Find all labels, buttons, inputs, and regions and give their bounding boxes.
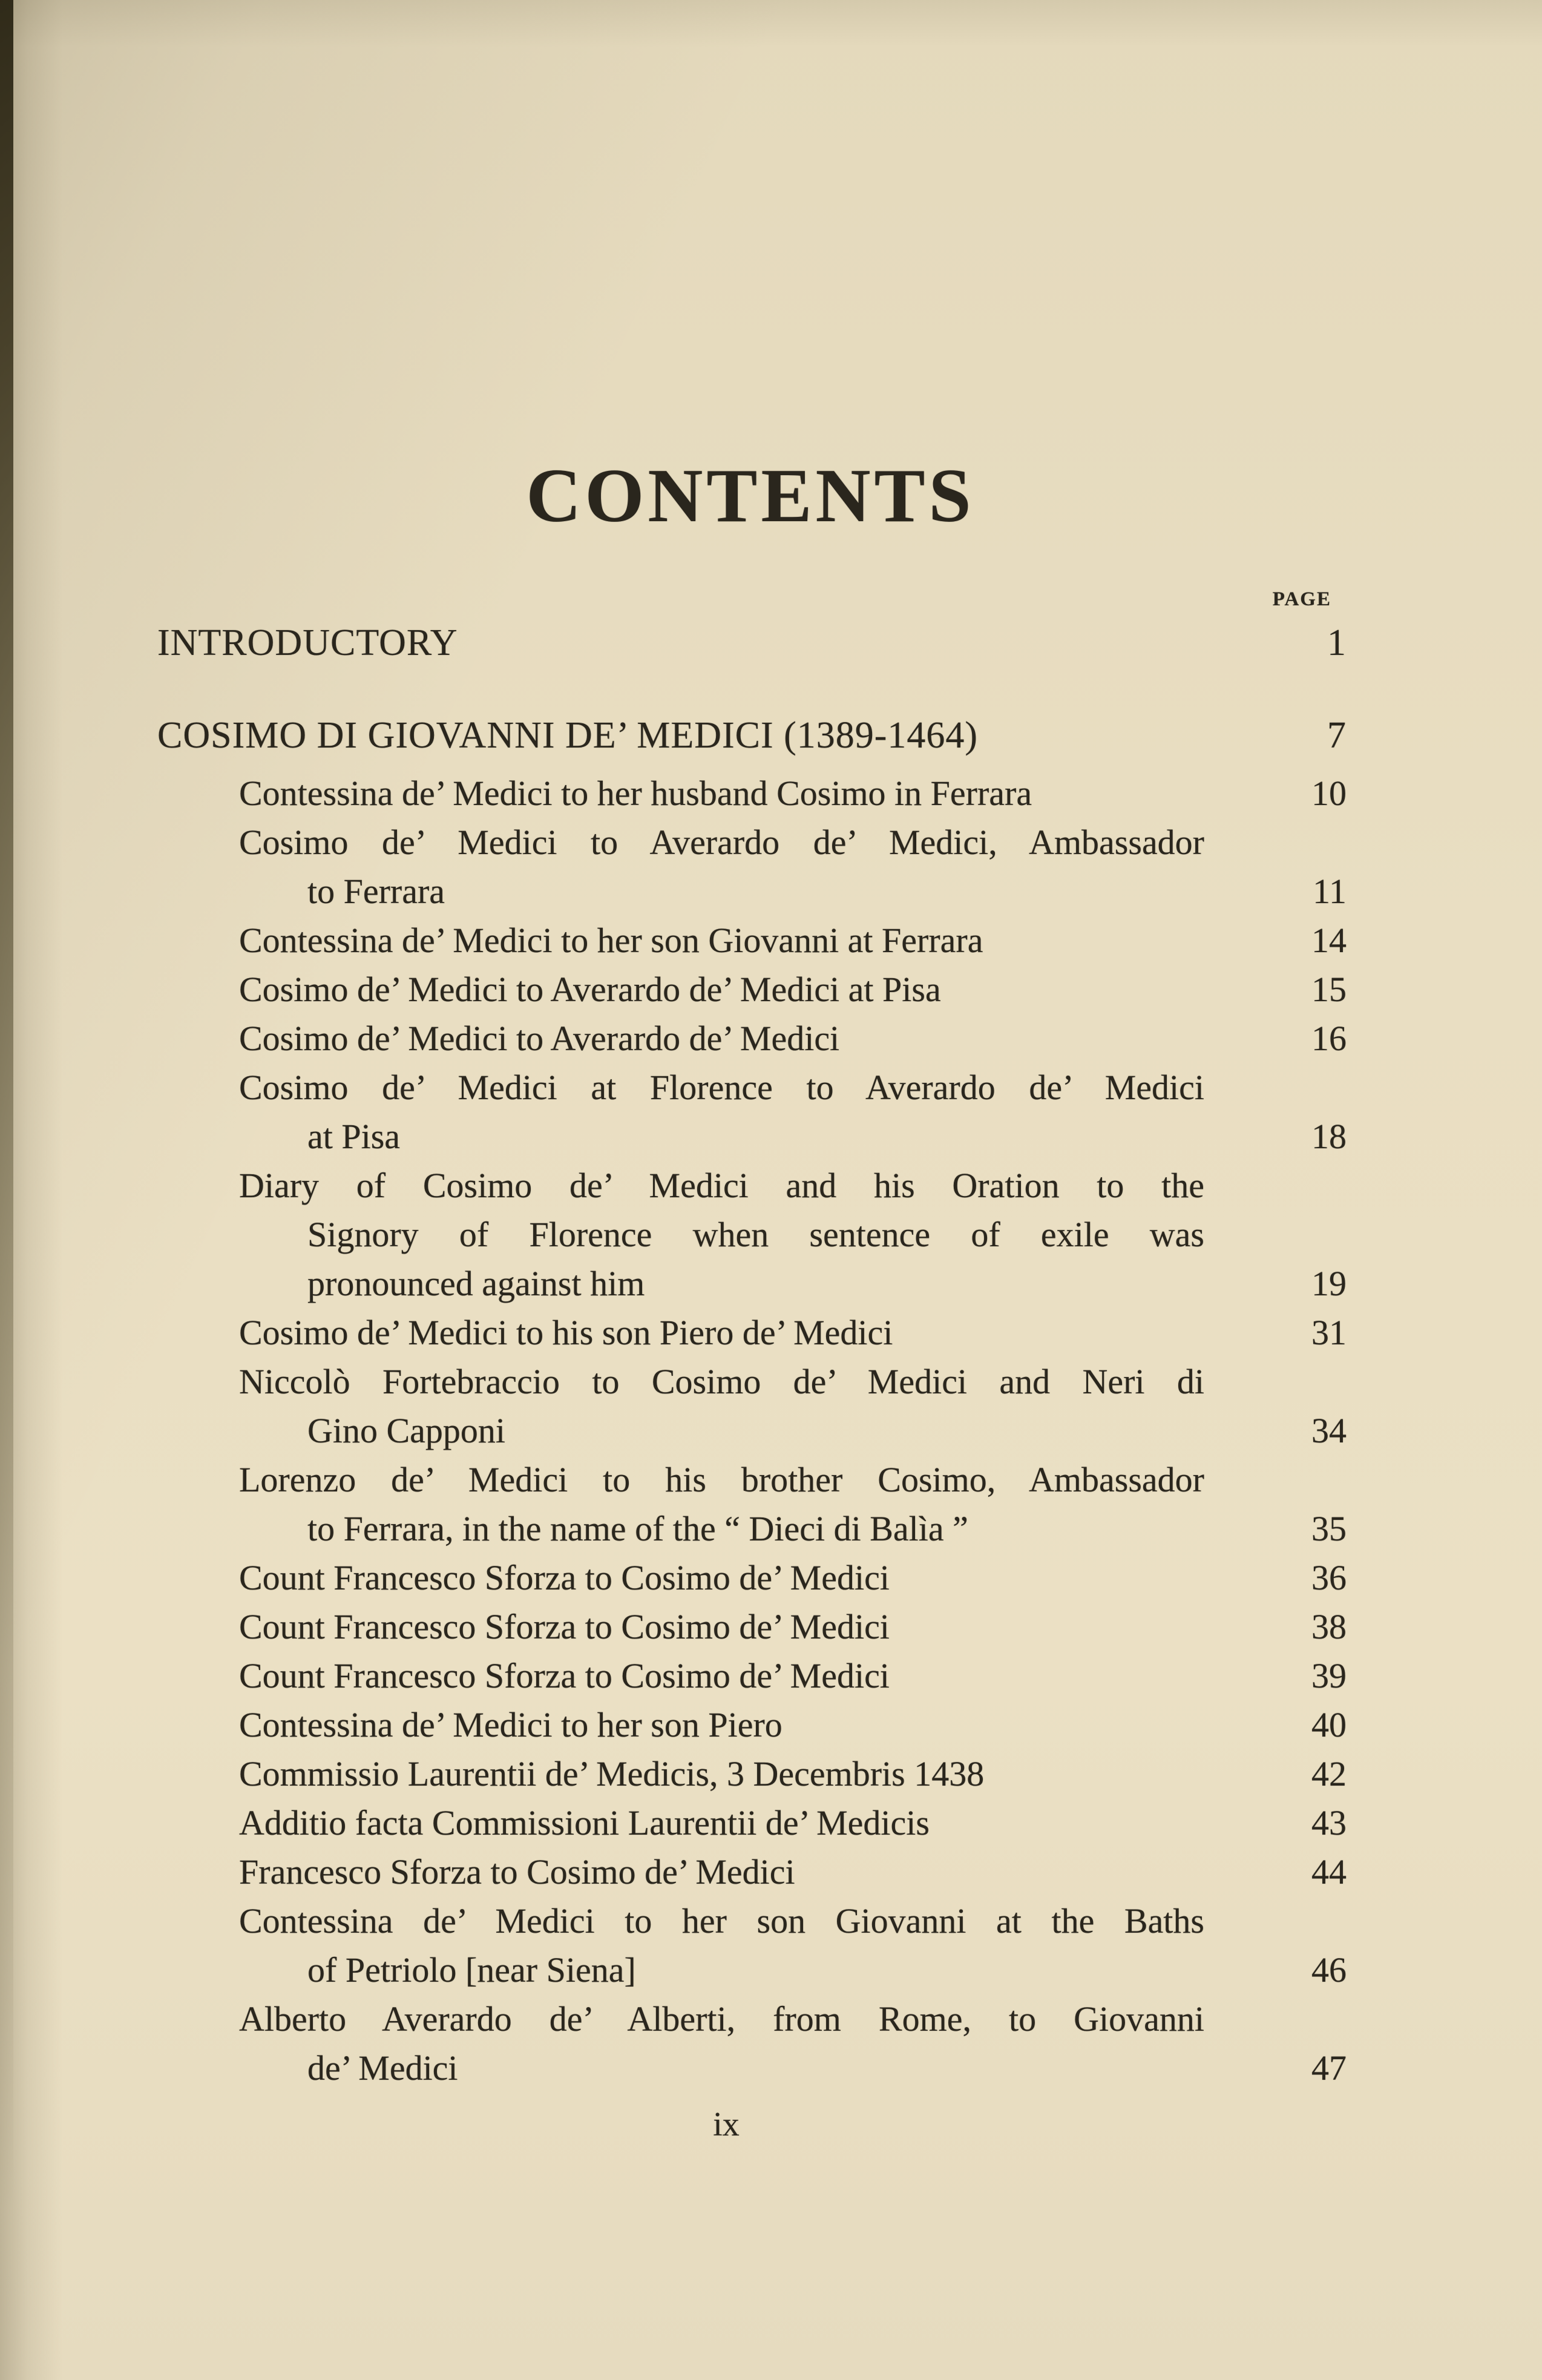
toc-entry-text: Cosimo de’ Medici to Averardo de’ Medici [239, 1019, 840, 1058]
toc-entry-text: Diary of Cosimo de’ Medici and his Oration to the [239, 1166, 1204, 1205]
toc-entry-text: Commissio Laurentii de’ Medicis, 3 Decembris 1438 [239, 1754, 985, 1793]
toc-row [157, 1651, 1356, 1700]
toc-entry-text: Cosimo de’ Medici to Averardo de’ Medici at Pisa [239, 970, 941, 1009]
toc-page-number [1204, 818, 1356, 867]
toc-page-number: 31 [1311, 1313, 1347, 1352]
toc-entry-text: Signory of Florence when sentence of exile was [307, 1215, 1204, 1254]
toc-row [157, 1749, 1356, 1798]
toc-entry-text: Count Francesco Sforza to Cosimo de’ Medici [239, 1607, 890, 1646]
toc-entry-text: Lorenzo de’ Medici to his brother Cosimo, Ambassador [239, 1460, 1204, 1499]
toc-page-number: 44 [1311, 1852, 1347, 1892]
toc-row [157, 1014, 1356, 1063]
toc-page-number: 35 [1311, 1509, 1347, 1548]
toc-entry-text: de’ Medici [307, 2048, 458, 2088]
toc-row [157, 1161, 1356, 1210]
page-title: CONTENTS [526, 454, 975, 538]
toc-entry-text: Count Francesco Sforza to Cosimo de’ Medici [239, 1656, 890, 1695]
toc-page-number: 34 [1311, 1411, 1347, 1450]
toc-entry-text: at Pisa [307, 1117, 401, 1156]
toc-page-number: 40 [1311, 1705, 1347, 1744]
toc-page-number [1204, 1357, 1356, 1406]
toc-row [157, 1455, 1356, 1504]
toc-page-number: 42 [1311, 1754, 1347, 1793]
toc-page-number: 14 [1311, 921, 1347, 960]
toc-entry-text: to Ferrara [307, 872, 445, 911]
toc-entry-text: Additio facta Commissioni Laurentii de’ Medicis [239, 1803, 930, 1843]
toc-entry-text: Contessina de’ Medici to her son Giovanni at Ferrara [239, 921, 983, 960]
toc-entry-text: Contessina de’ Medici to her husband Cosimo in Ferrara [239, 774, 1032, 813]
toc-page-number [1204, 1994, 1356, 2043]
toc-page-number [1204, 1161, 1356, 1210]
toc-page-number: 11 [1313, 872, 1347, 911]
binding-edge [0, 0, 13, 2380]
toc-page-number: 10 [1311, 774, 1347, 813]
toc-row [157, 1357, 1356, 1406]
toc-entry-text: Gino Capponi [307, 1411, 506, 1450]
toc-row [157, 1896, 1356, 1945]
toc-row [157, 867, 1356, 916]
toc-row [157, 1308, 1356, 1357]
toc-row [157, 818, 1356, 867]
toc-section-heading [157, 619, 1356, 668]
toc-page-number: 1 [1327, 622, 1347, 663]
toc-entry-text: Contessina de’ Medici to her son Giovanni at the Baths [239, 1901, 1204, 1941]
toc-page-number: 16 [1311, 1019, 1347, 1058]
toc-entry-text: Niccolò Fortebraccio to Cosimo de’ Medici and Neri di [239, 1362, 1204, 1401]
toc-entry-text: Count Francesco Sforza to Cosimo de’ Medici [239, 1558, 890, 1597]
toc-row [157, 1406, 1356, 1455]
toc-row [157, 1504, 1356, 1553]
toc-page-number: 47 [1311, 2048, 1347, 2088]
toc-page-number: 38 [1311, 1607, 1347, 1646]
toc-row [157, 1945, 1356, 1994]
toc-row [157, 1553, 1356, 1602]
toc-row [157, 965, 1356, 1014]
toc-page-number: 7 [1327, 715, 1347, 756]
section-heading-text: COSIMO DI GIOVANNI DE’ MEDICI (1389-1464) [157, 715, 979, 756]
toc-page-number: 19 [1311, 1264, 1347, 1303]
toc-page-number [1204, 1455, 1356, 1504]
toc-section-heading [157, 711, 1356, 760]
toc-row [157, 1847, 1356, 1896]
toc-entry-text: Francesco Sforza to Cosimo de’ Medici [239, 1852, 795, 1892]
toc-row [157, 1700, 1356, 1749]
toc-page-number: 46 [1311, 1950, 1347, 1990]
toc-page-number [1204, 1063, 1356, 1112]
toc-entry-text: Cosimo de’ Medici to his son Piero de’ Medici [239, 1313, 893, 1352]
toc-entry-text: Cosimo de’ Medici to Averardo de’ Medici, Ambassador [239, 823, 1204, 862]
toc-row [157, 2043, 1356, 2092]
toc-entry-text: Cosimo de’ Medici at Florence to Averardo de’ Medici [239, 1068, 1204, 1107]
toc-entry-text: of Petriolo [near Siena] [307, 1950, 636, 1990]
toc-entry-text: Contessina de’ Medici to her son Piero [239, 1705, 782, 1744]
toc-page-number: 39 [1311, 1656, 1347, 1695]
toc-row [157, 1259, 1356, 1308]
toc-page-number: 18 [1311, 1117, 1347, 1156]
toc-page-number [1204, 1896, 1356, 1945]
toc-row [157, 1994, 1356, 2043]
toc-row [157, 916, 1356, 965]
toc-section [157, 619, 1356, 668]
footer-page-number: ix [713, 2106, 740, 2143]
toc-entry-text: pronounced against him [307, 1264, 645, 1303]
toc-row [157, 1602, 1356, 1651]
toc-page-number: 36 [1311, 1558, 1347, 1597]
toc-row [157, 769, 1356, 818]
toc-row [157, 1798, 1356, 1847]
toc-entry-text: Alberto Averardo de’ Alberti, from Rome, to Giovanni [239, 1999, 1204, 2039]
section-heading-text: INTRODUCTORY [157, 622, 458, 663]
toc-row [157, 1063, 1356, 1112]
toc-row [157, 1210, 1356, 1259]
toc-entry-text: to Ferrara, in the name of the “ Dieci di Balìa ” [307, 1509, 968, 1548]
toc-page-number [1204, 1210, 1356, 1259]
toc-row [157, 1112, 1356, 1161]
toc-page-number: 43 [1311, 1803, 1347, 1843]
page-column-label: PAGE [1272, 588, 1331, 610]
toc-list [157, 619, 1356, 2092]
toc-page-number: 15 [1311, 970, 1347, 1009]
toc-section [157, 711, 1356, 2092]
